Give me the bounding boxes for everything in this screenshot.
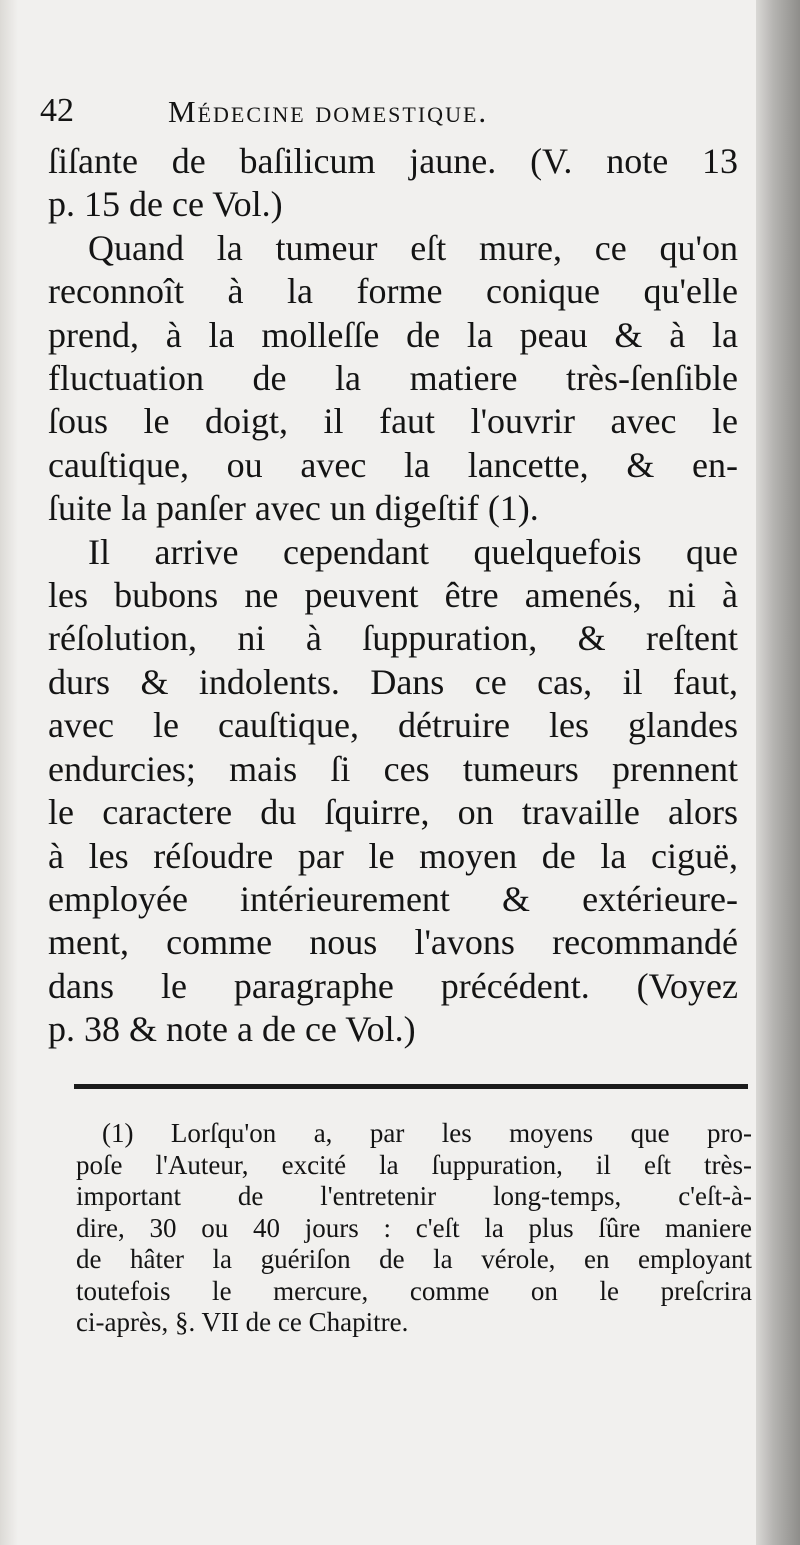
footnote-line: poſe l'Auteur, excité la ſuppuration, il eſt très-	[76, 1149, 752, 1180]
page-gutter-shadow	[756, 0, 800, 1545]
footnote-line: important de l'entretenir long-temps, c'eſt-à-	[76, 1181, 752, 1211]
body-line: le caractere du ſquirre, on travaille alors	[48, 792, 738, 833]
body-line: Il arrive cependant quelquefois que	[88, 531, 738, 572]
body-line: endurcies; mais ſi ces tumeurs prennent	[48, 748, 738, 789]
body-line: p. 38 & note a de ce Vol.)	[48, 1009, 416, 1050]
footnote-line: (1) Lorſqu'on a, par les moyens que pro-	[102, 1118, 752, 1148]
body-line: cauſtique, ou avec la lancette, & en-	[48, 444, 738, 485]
body-line: réſolution, ni à ſuppuration, & reſtent	[48, 618, 738, 659]
page-header	[40, 92, 740, 138]
footnote-line: dire, 30 ou 40 jours : c'eſt la plus ſûre maniere	[76, 1212, 752, 1243]
body-line: prend, à la molleſſe de la peau & à la	[48, 314, 738, 355]
body-line: ſiſante de baſilicum jaune. (V. note 13	[48, 141, 738, 181]
running-title: Médecine domestique.	[168, 94, 489, 129]
body-line: ſuite la panſer avec un digeſtif (1).	[48, 488, 539, 529]
show-through-text	[60, 1310, 740, 1510]
body-line: employée intérieurement & extérieure-	[48, 878, 738, 919]
body-line: p. 15 de ce Vol.)	[48, 184, 283, 225]
footnote-line: ci-après, §. VII de ce Chapitre.	[76, 1307, 409, 1337]
body-line: fluctuation de la matiere très-ſenſible	[48, 358, 738, 399]
body-line: les bubons ne peuvent être amenés, ni à	[48, 575, 738, 616]
page-number: 42	[40, 92, 74, 129]
body-line: durs & indolents. Dans ce cas, il faut,	[48, 661, 738, 702]
body-line: ſous le doigt, il faut l'ouvrir avec le	[48, 401, 738, 442]
body-line: à les réſoudre par le moyen de la ciguë,	[48, 835, 738, 876]
page-left-shadow	[0, 0, 18, 1545]
body-line: avec le cauſtique, détruire les glandes	[48, 705, 738, 746]
footnote	[76, 1118, 752, 1339]
body-line: reconnoît à la forme conique qu'elle	[48, 271, 738, 312]
footnote-line: de hâter la guériſon de la vérole, en employant	[76, 1244, 752, 1274]
body-line: Quand la tumeur eſt mure, ce qu'on	[88, 227, 738, 268]
body-text	[48, 140, 738, 1052]
footnote-separator-rule	[74, 1084, 748, 1089]
body-line: dans le paragraphe précédent. (Voyez	[48, 965, 738, 1006]
body-line: ment, comme nous l'avons recommandé	[48, 922, 738, 963]
footnote-line: toutefois le mercure, comme on le preſcrira	[76, 1275, 752, 1306]
